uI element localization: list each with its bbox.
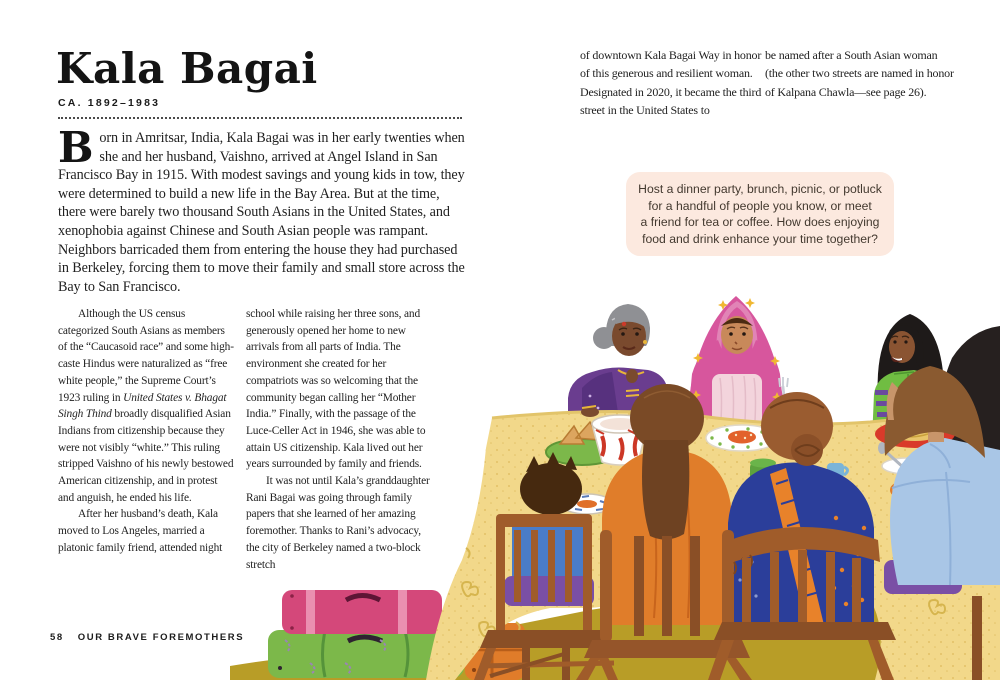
- intro-text: orn in Amritsar, India, Kala Bagai was in her early twenties when she and her husband, Vaishno, arrived at Angel Island in San Francisco Bay in 1915. With modest savings and young kids in tow, they were determined to build a new life in the Bay Area. But at the time, there were barely two thousand South Asians in the United States, and xenophobia against Chinese and South Asian people was rampant. Neighbors barricaded them from entering the house they had purchased in Berkeley, forcing them to move their family and small store across the Bay to San Francisco.: [58, 130, 465, 295]
- dotted-divider: [58, 117, 462, 119]
- col2-paragraph-1: school while raising her three sons, and generously opened her home to new arrivals from all parts of India. The environment she created for her compatriots was so welcoming that the community began calling her “Mother India.” Finally, with the passage of the Luce-Celler Act in 1946, she was able to attain US citizenship. Kala lived out her years surrounded by family and friends.: [246, 308, 426, 471]
- activity-prompt-box: [626, 172, 894, 256]
- col2-paragraph-2: It was not until Kala’s granddaughter Rani Bagai was going through family papers that she learned of her amazing foremother. Thanks to Rani’s advocacy, the city of Berkeley named a two-block stretch: [246, 475, 430, 571]
- boy-chair-leg: [972, 596, 982, 680]
- case-name-italic: United States v. Bhagat Singh Thind: [58, 391, 227, 421]
- right-column-1: of downtown Kala Bagai Way in honor of this generous and resilient woman. Designated in 2020, it became the third street in the United States to: [580, 48, 762, 118]
- col1-paragraph-2: After her husband’s death, Kala moved to Los Angeles, married a platonic family friend, attended night: [58, 508, 223, 554]
- activity-prompt-line: a friend for tea or coffee. How does enjoying: [640, 215, 880, 229]
- right-column-2: be named after a South Asian woman (the other two streets are named in honor of Kalpana Chawla—see page 26).: [765, 48, 954, 99]
- book-title-running-foot: OUR BRAVE FOREMOTHERS: [77, 632, 245, 643]
- page-title: Kala Bagai: [56, 44, 318, 93]
- boy-shirt: [890, 438, 1000, 585]
- activity-prompt-line: for a handful of people you know, or meet: [648, 198, 872, 213]
- activity-prompt-line: Host a dinner party, brunch, picnic, or potluck: [638, 182, 882, 196]
- left-column-1: [58, 306, 236, 557]
- orange-woman-hair-fall: [642, 440, 689, 540]
- page-number: 58: [50, 632, 64, 643]
- life-dates: CA. 1892–1983: [58, 97, 161, 109]
- activity-prompt-line: food and drink enhance your time together?: [642, 231, 878, 246]
- drop-cap: B: [58, 123, 94, 172]
- page-footer: [50, 632, 244, 643]
- col1-paragraph-1-cont: broadly disqualified Asian Indians from citizenship because they were not visibly “white.” This ruling stripped Vaishno of his newly bestowed American citizenship, and in protest and anguish, he ended his life.: [58, 408, 234, 504]
- dinner-table-illustration: [230, 278, 1000, 680]
- col1-paragraph-1: Although the US census categorized South Asians as members of the “Caucasoid race” and some high-caste Hindus were naturalized as “free white people,” the Supreme Court’s 1923 ruling in: [58, 308, 234, 404]
- grandmother-hand: [626, 369, 638, 383]
- intro-paragraph: [58, 123, 466, 296]
- child-head: [520, 463, 582, 515]
